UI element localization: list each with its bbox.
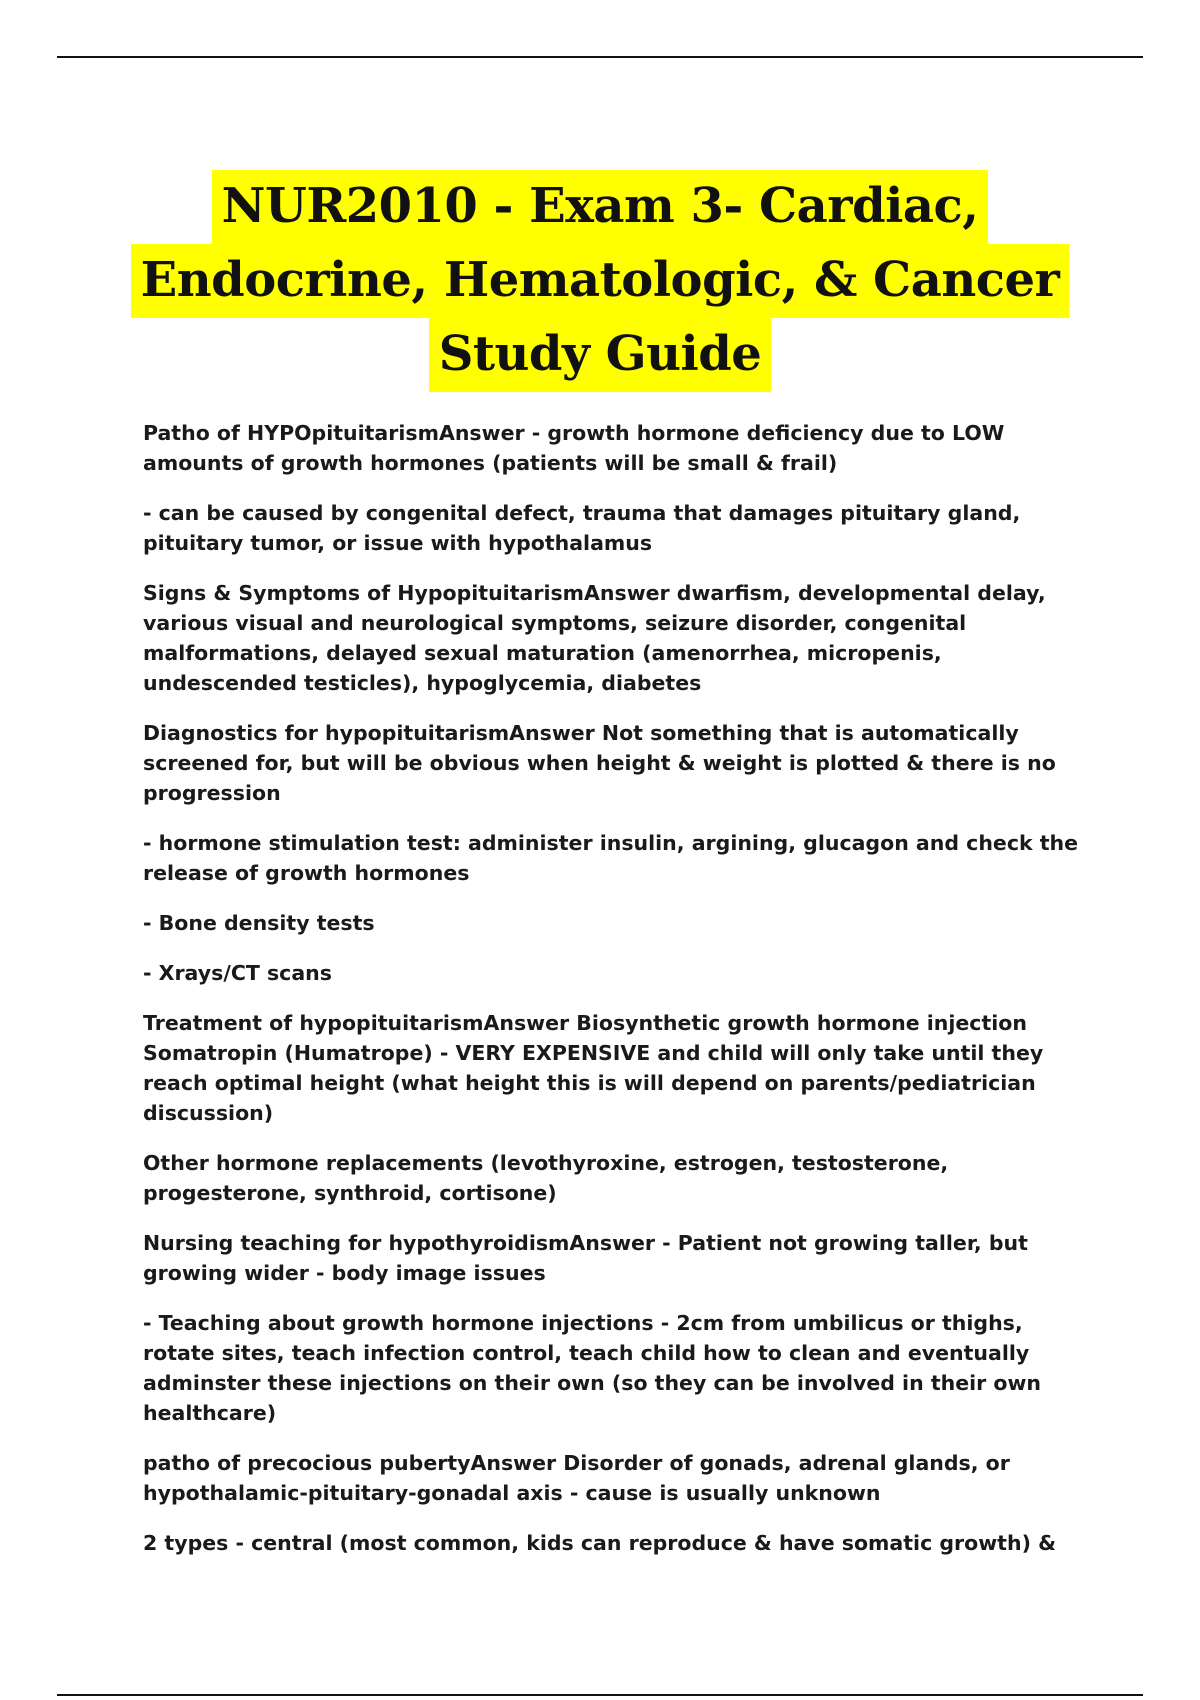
title-line-3: Study Guide (429, 318, 772, 392)
page-title (60, 170, 1140, 392)
title-line-2: Endocrine, Hematologic, & Cancer (131, 244, 1070, 318)
study-guide-body (143, 418, 1098, 1578)
paragraph: Diagnostics for hypopituitarismAnswer Not something that is automatically screened for, but will be obvious when height & weight is plotted & there is no progression (143, 721, 1056, 805)
paragraph: Other hormone replacements (levothyroxine, estrogen, testosterone, progesterone, synthroid, cortisone) (143, 1151, 949, 1205)
top-rule (57, 56, 1143, 58)
paragraph: - hormone stimulation test: administer insulin, argining, glucagon and check the release of growth hormones (143, 831, 1079, 885)
paragraph: - can be caused by congenital defect, trauma that damages pituitary gland, pituitary tumor, or issue with hypothalamus (143, 501, 1021, 555)
paragraph: Patho of HYPOpituitarismAnswer - growth hormone deficiency due to LOW amounts of growth hormones (patients will be small & frail) (143, 421, 1005, 475)
paragraph: Treatment of hypopituitarismAnswer Biosynthetic growth hormone injection Somatropin (Humatrope) - VERY EXPENSIVE and child will only take until they reach optimal height (what height this is will depend on parents/pediatrician discussion) (143, 1011, 1044, 1125)
paragraph: patho of precocious pubertyAnswer Disorder of gonads, adrenal glands, or hypothalamic-pituitary-gonadal axis - cause is usually unknown (143, 1451, 1010, 1505)
title-line-1: NUR2010 - Exam 3- Cardiac, (212, 170, 989, 244)
paragraph: Nursing teaching for hypothyroidismAnswer - Patient not growing taller, but growing wider - body image issues (143, 1231, 1028, 1285)
paragraph: Signs & Symptoms of HypopituitarismAnswer dwarfism, developmental delay, various visual and neurological symptoms, seizure disorder, congenital malformations, delayed sexual maturation (amenorrhea, micropenis, undescended testicles), hypoglycemia, diabetes (143, 581, 1046, 695)
paragraph: - Bone density tests (143, 911, 375, 935)
paragraph: - Teaching about growth hormone injections - 2cm from umbilicus or thighs, rotate sites, teach infection control, teach child how to clean and eventually adminster these injections on their own (so they can be involved in their own healthcare) (143, 1311, 1042, 1425)
paragraph: - Xrays/CT scans (143, 961, 332, 985)
bottom-rule (57, 1694, 1143, 1696)
paragraph: 2 types - central (most common, kids can reproduce & have somatic growth) & (143, 1531, 1056, 1555)
